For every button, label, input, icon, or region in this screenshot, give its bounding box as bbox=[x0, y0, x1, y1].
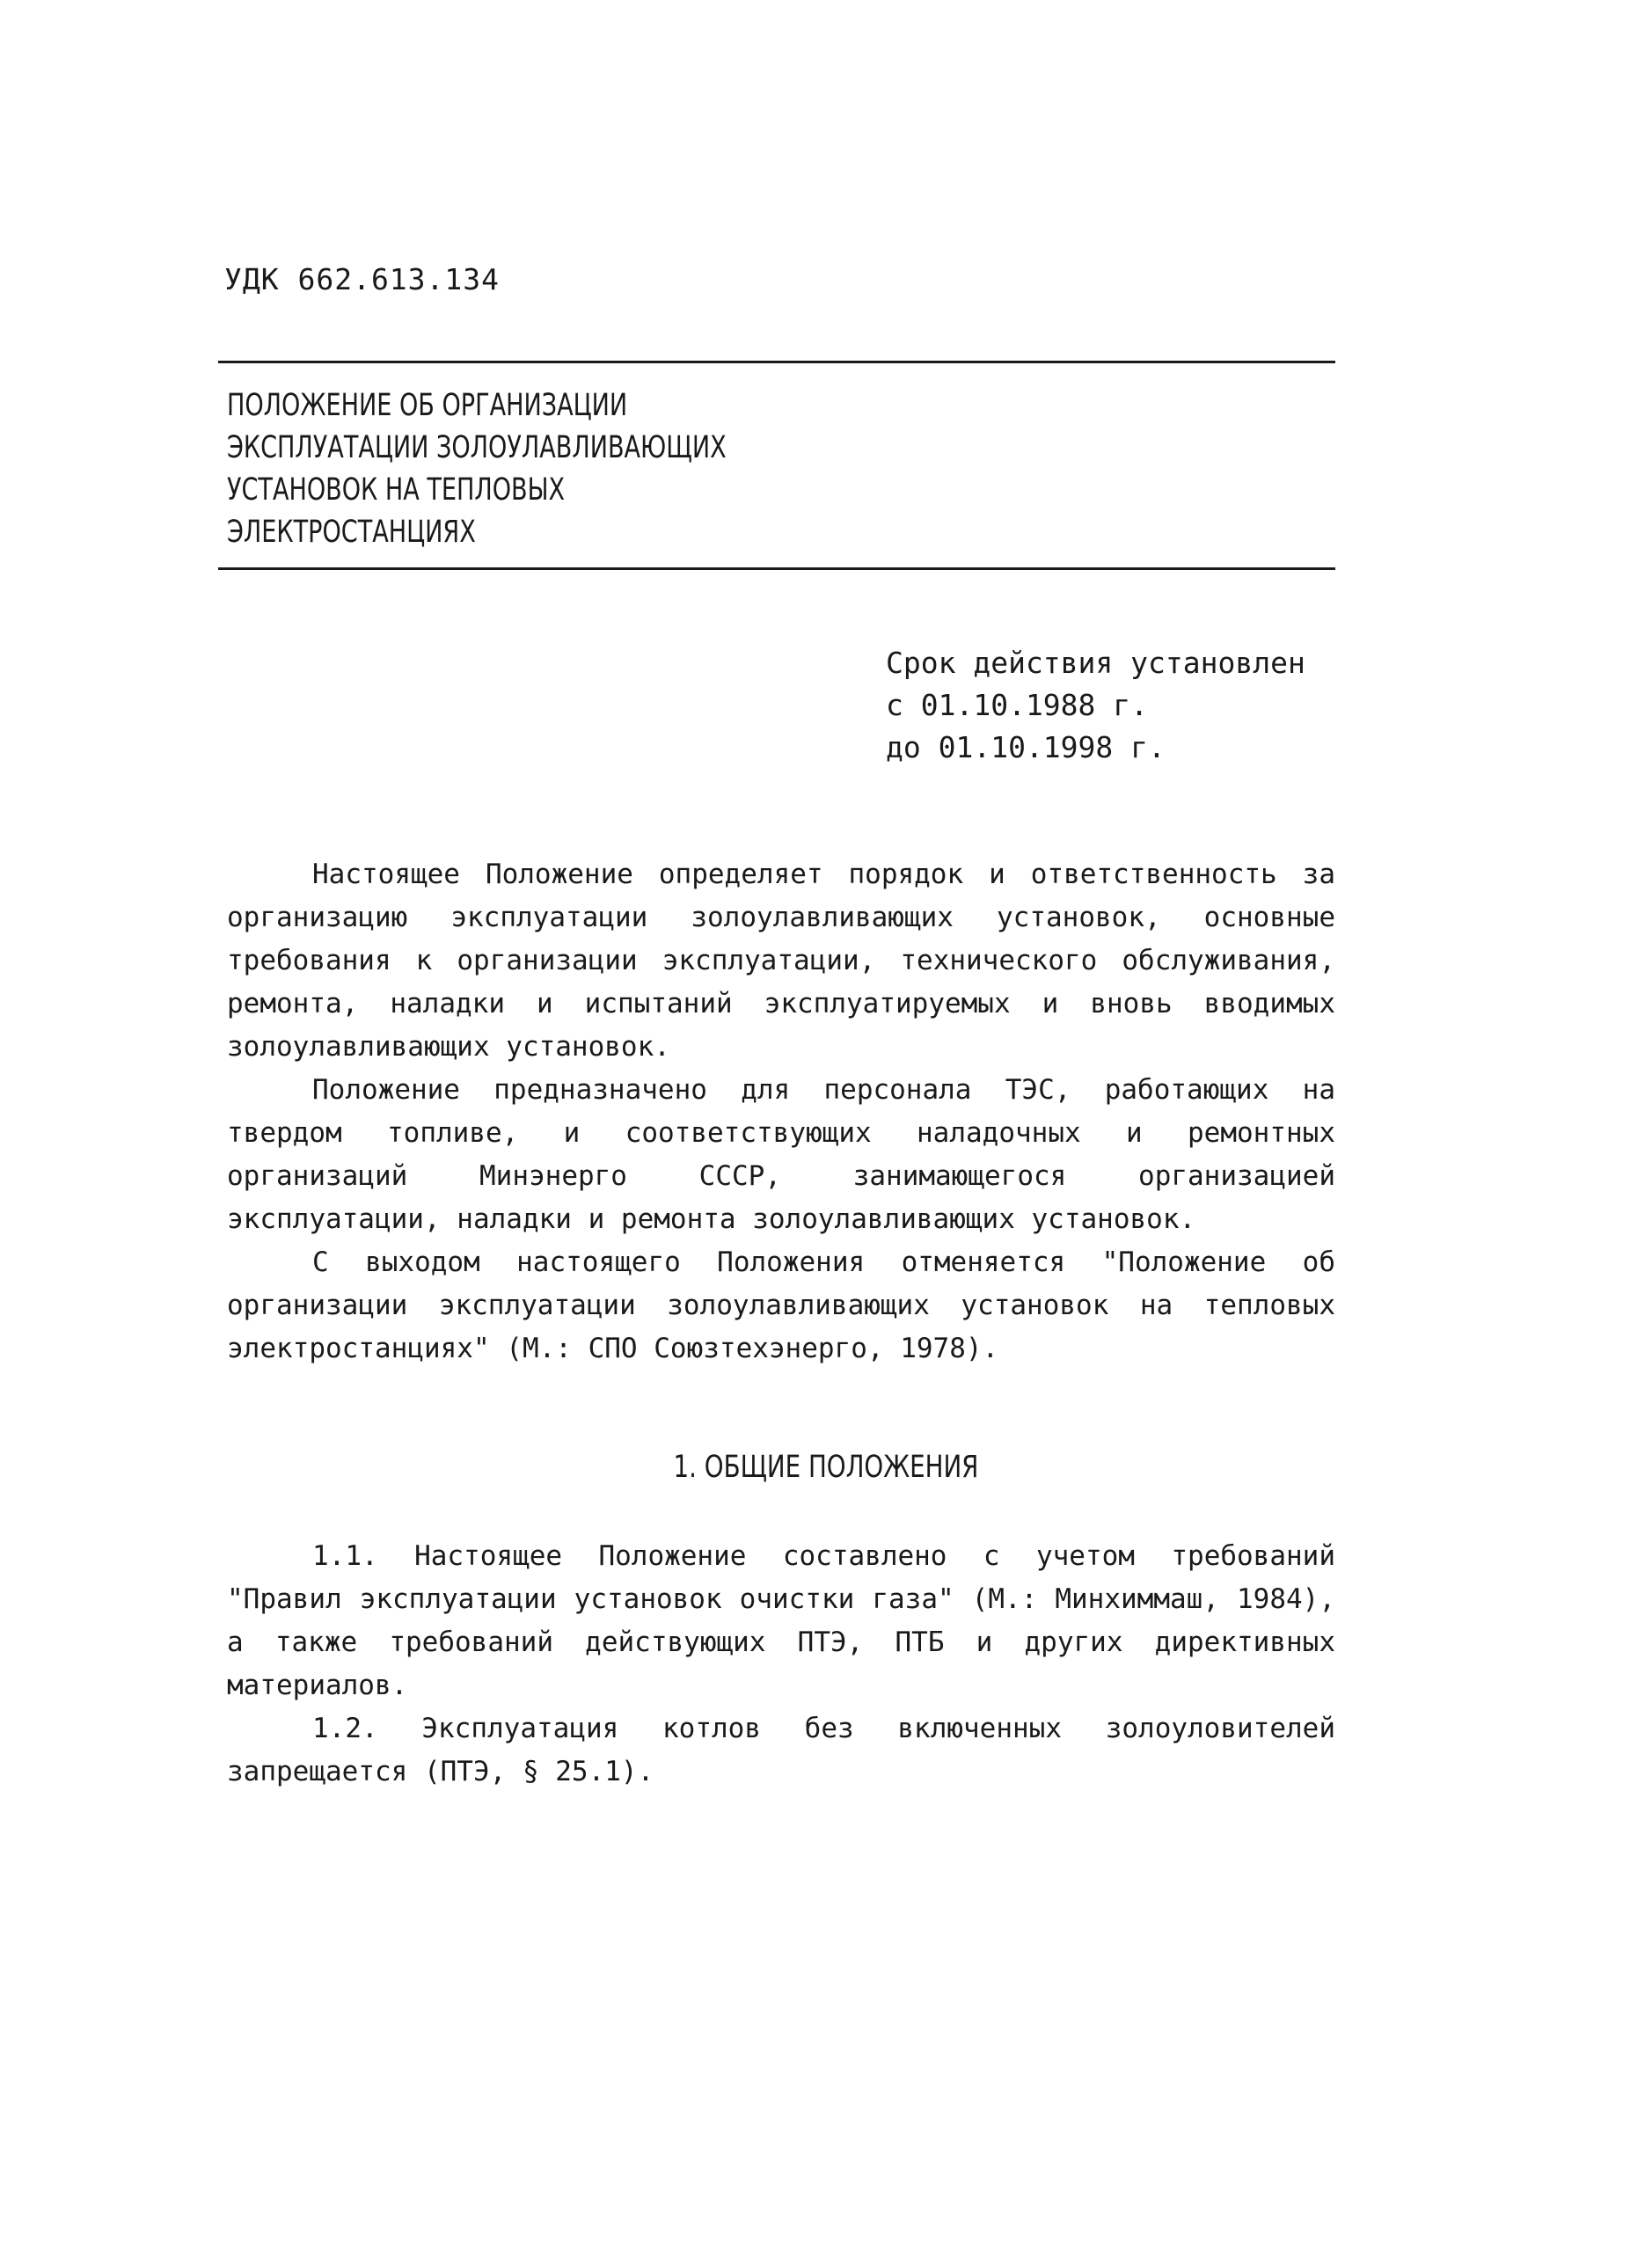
title-top-rule bbox=[218, 361, 1335, 363]
introduction bbox=[227, 853, 1335, 1371]
section-heading: 1. ОБЩИЕ ПОЛОЖЕНИЯ bbox=[673, 1450, 979, 1485]
document-title bbox=[227, 384, 727, 553]
title-line: ЭКСПЛУАТАЦИИ ЗОЛОУЛАВЛИВАЮЩИХ bbox=[227, 430, 727, 465]
title-line: ЭЛЕКТРОСТАНЦИЯХ bbox=[227, 515, 476, 550]
validity-line: Срок действия установлен bbox=[886, 646, 1305, 680]
clause-paragraph: 1.2. Эксплуатация котлов без включенных золоуловителей запрещается (ПТЭ, § 25.1). bbox=[227, 1713, 1335, 1787]
validity-line: до 01.10.1998 г. bbox=[886, 730, 1166, 764]
validity-line: с 01.10.1988 г. bbox=[886, 688, 1149, 722]
title-line: УСТАНОВОК НА ТЕПЛОВЫХ bbox=[227, 472, 566, 508]
intro-paragraph: С выходом настоящего Положения отменяется "Положение об организации эксплуатации золоулавливающих установок на тепловых электростанциях" (М.: СПО Союзтехэнерго, 1978). bbox=[227, 1246, 1335, 1364]
validity-period bbox=[886, 642, 1305, 769]
clause-paragraph: 1.1. Настоящее Положение составлено с учетом требований "Правил эксплуатации установок очистки газа" (М.: Минхиммаш, 1984), а также требований действующих ПТЭ, ПТБ и других директивных материалов. bbox=[227, 1540, 1335, 1701]
intro-paragraph: Положение предназначено для персонала ТЭС, работающих на твердом топливе, и соответствующих наладочных и ремонтных организаций Минэнерго СССР, занимающегося организацией эксплуатации, наладки и ремонта золоулавливающих установок. bbox=[227, 1074, 1335, 1235]
title-bottom-rule bbox=[218, 567, 1335, 570]
udk-code: УДК 662.613.134 bbox=[224, 262, 501, 296]
section-clauses bbox=[227, 1535, 1335, 1794]
title-line: ПОЛОЖЕНИЕ ОБ ОРГАНИЗАЦИИ bbox=[227, 388, 628, 423]
intro-paragraph: Настоящее Положение определяет порядок и ответственность за организацию эксплуатации золоулавливающих установок, основные требования к организации эксплуатации, технического обслуживания, ремонта, наладки и испытаний эксплуатируемых и вновь вводимых золоулавливающих установок. bbox=[227, 859, 1335, 1063]
